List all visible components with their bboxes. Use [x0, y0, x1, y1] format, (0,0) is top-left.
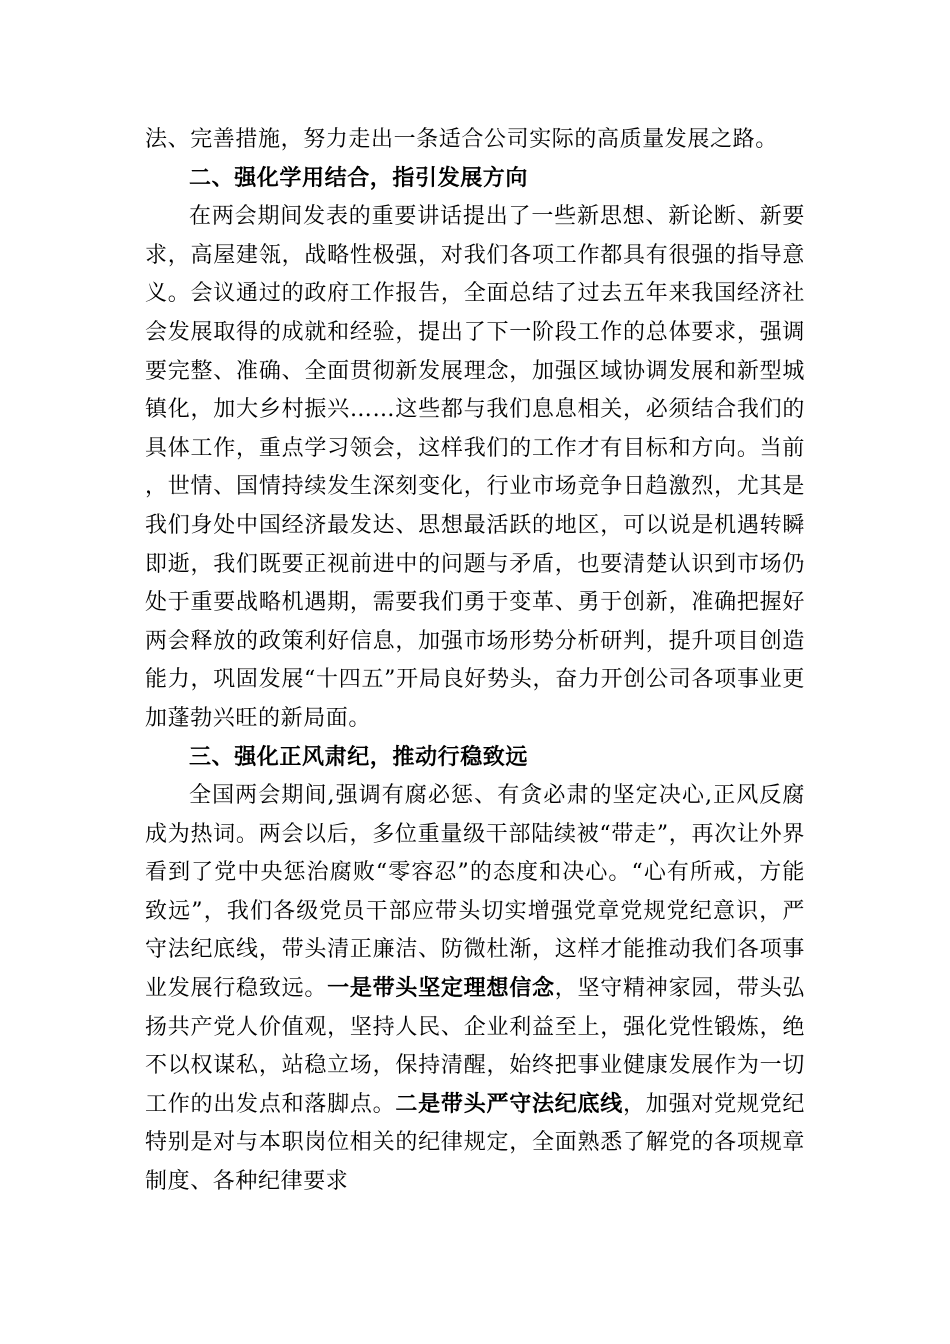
point-two-lead: 二是带头严守法纪底线 [395, 1091, 624, 1117]
section-heading-2: 二、强化学用结合，指引发展方向 [189, 165, 529, 191]
paragraph-continued: 法、完善措施，努力走出一条适合公司实际的高质量发展之路。 [145, 127, 778, 152]
point-one-lead: 一是带头坚定理想信念 [327, 976, 555, 1002]
section-heading-3: 三、强化正风肃纪，推动行稳致远 [189, 744, 529, 770]
point-one-text: ，坚守精神家园，带头弘扬共产党人价值观，坚持人民、企业利益至上，强化党性锻炼，绝不以权谋私，站稳立场，保持清醒，始终把事业健康发展作为一切工作的出发点和落脚点。 [145, 976, 805, 1117]
document-body [145, 121, 805, 1202]
paragraph-section-2: 在两会期间发表的重要讲话提出了一些新思想、新论断、新要求，高屋建瓴，战略性极强，对我们各项工作都具有很强的指导意义。会议通过的政府工作报告，全面总结了过去五年来我国经济社会发展取得的成就和经验，提出了下一阶段工作的总体要求，强调要完整、准确、全面贯彻新发展理念，加强区域协调发展和新型城镇化，加大乡村振兴……这些都与我们息息相关，必须结合我们的具体工作，重点学习领会，这样我们的工作才有目标和方向。当前，世情、国情持续发生深刻变化，行业市场竞争日趋激烈，尤其是我们身处中国经济最发达、思想最活跃的地区，可以说是机遇转瞬即逝，我们既要正视前进中的问题与矛盾，也要清楚认识到市场仍处于重要战略机遇期，需要我们勇于变革、勇于创新，准确把握好两会释放的政策利好信息，加强市场形势分析研判，提升项目创造能力，巩固发展“十四五”开局良好势头，奋力开创公司各项事业更加蓬勃兴旺的新局面。 [145, 204, 805, 731]
paragraph-section-3 [145, 777, 805, 1202]
point-two-text: ，加强对党规党纪特别是对与本职岗位相关的纪律规定，全面熟悉了解党的各项规章制度、各种纪律要求 [145, 1091, 805, 1195]
paragraph-section-3-intro: 全国两会期间,强调有腐必惩、有贪必肃的坚定决心,正风反腐成为热词。两会以后，多位重量级干部陆续被“带走”，再次让外界看到了党中央惩治腐败“零容忍”的态度和决心。“心有所戒，方能致远”，我们各级党员干部应带头切实增强党章党规党纪意识，严守法纪底线，带头清正廉洁、防微杜渐，这样才能推动我们各项事业发展行稳致远。 [145, 783, 805, 1002]
